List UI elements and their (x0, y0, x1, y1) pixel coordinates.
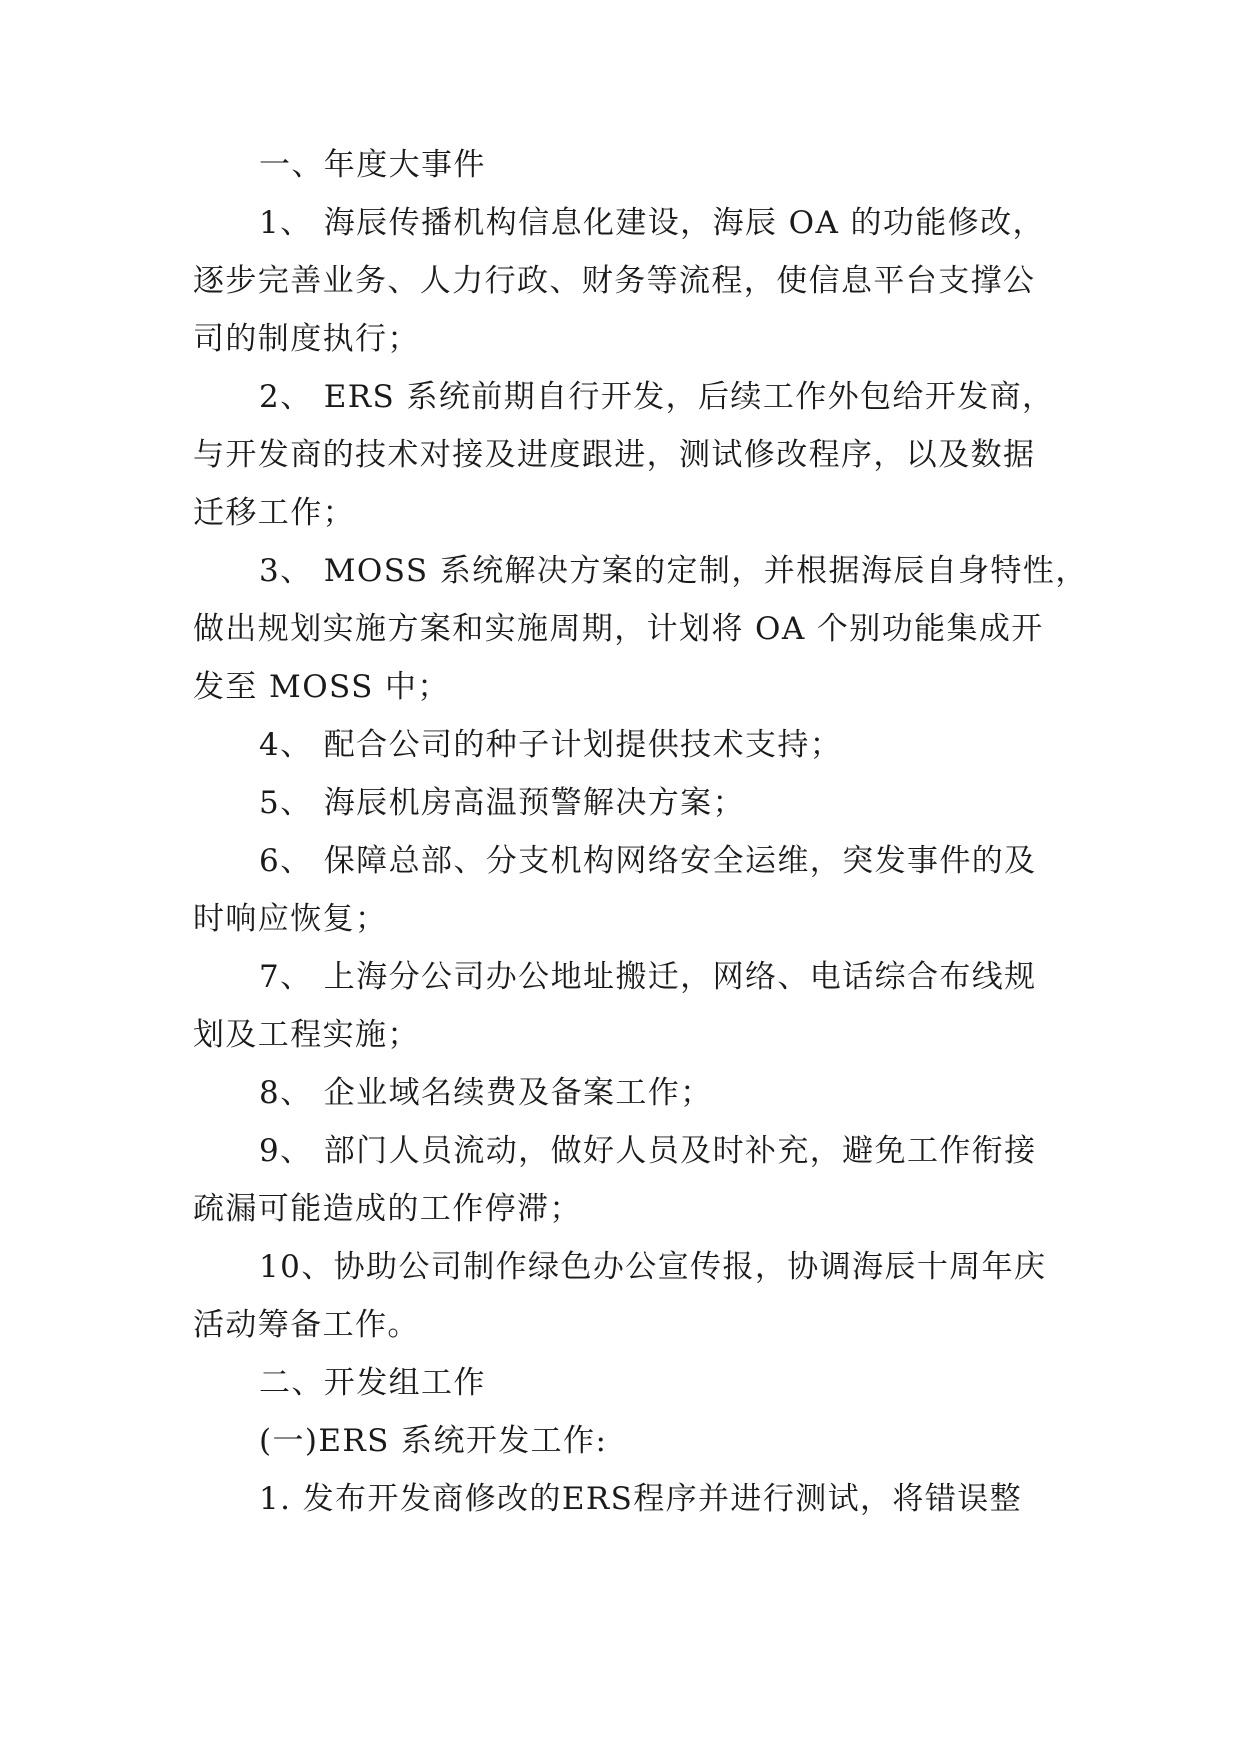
list-item-line: 司的制度执行； (193, 321, 420, 357)
list-item-line: 疏漏可能造成的工作停滞； (193, 1191, 582, 1227)
list-item-line: 2、 ERS 系统前期自行开发，后续工作外包给开发商， (259, 379, 1055, 415)
list-item-line: 5、 海辰机房高温预警解决方案； (259, 785, 745, 821)
list-item-line: 4、 配合公司的种子计划提供技术支持； (259, 727, 843, 763)
list-item-line: 做出规划实施方案和实施周期，计划将 OA 个别功能集成开 (193, 611, 1044, 647)
list-item-line: 划及工程实施； (193, 1017, 420, 1053)
list-item-line: 1. 发布开发商修改的ERS程序并进行测试，将错误整 (259, 1481, 1023, 1517)
list-item-line: 1、 海辰传播机构信息化建设，海辰 OA 的功能修改， (259, 205, 1045, 241)
list-item (193, 1238, 1073, 1354)
document-body (193, 136, 1088, 1528)
section-heading: 一、年度大事件 (259, 147, 486, 183)
list-item-line: 9、 部门人员流动，做好人员及时补充，避免工作衔接 (259, 1133, 1037, 1169)
list-item-line: 10、协助公司制作绿色办公宣传报，协调海辰十周年庆 (259, 1249, 1047, 1285)
list-item (193, 948, 1073, 1064)
list-item-line: 与开发商的技术对接及进度跟进，测试修改程序，以及数据 (193, 437, 1036, 473)
list-item-line: 逐步完善业务、人力行政、财务等流程，使信息平台支撑公 (193, 263, 1036, 299)
list-item (193, 716, 1073, 774)
list-item (193, 1064, 1073, 1122)
list-item (193, 774, 1073, 832)
list-item-line: 6、 保障总部、分支机构网络安全运维，突发事件的及 (259, 843, 1037, 879)
subsection-heading: (一)ERS 系统开发工作: (259, 1423, 608, 1459)
list-item-line: 迁移工作； (193, 495, 355, 531)
list-item (193, 368, 1073, 542)
list-item-line: 发至 MOSS 中； (193, 669, 450, 705)
list-item (193, 194, 1073, 368)
list-item-line: 时响应恢复； (193, 901, 388, 937)
list-item-line: 活动筹备工作。 (193, 1307, 420, 1343)
list-item-line: 8、 企业域名续费及备案工作； (259, 1075, 713, 1111)
list-item (193, 542, 1088, 716)
list-item (193, 1122, 1073, 1238)
list-item (193, 832, 1073, 948)
list-item-line: 7、 上海分公司办公地址搬迁，网络、电话综合布线规 (259, 959, 1037, 995)
list-item-line: 3、 MOSS 系统解决方案的定制，并根据海辰自身特性， (259, 553, 1088, 589)
section-heading: 二、开发组工作 (259, 1365, 486, 1401)
